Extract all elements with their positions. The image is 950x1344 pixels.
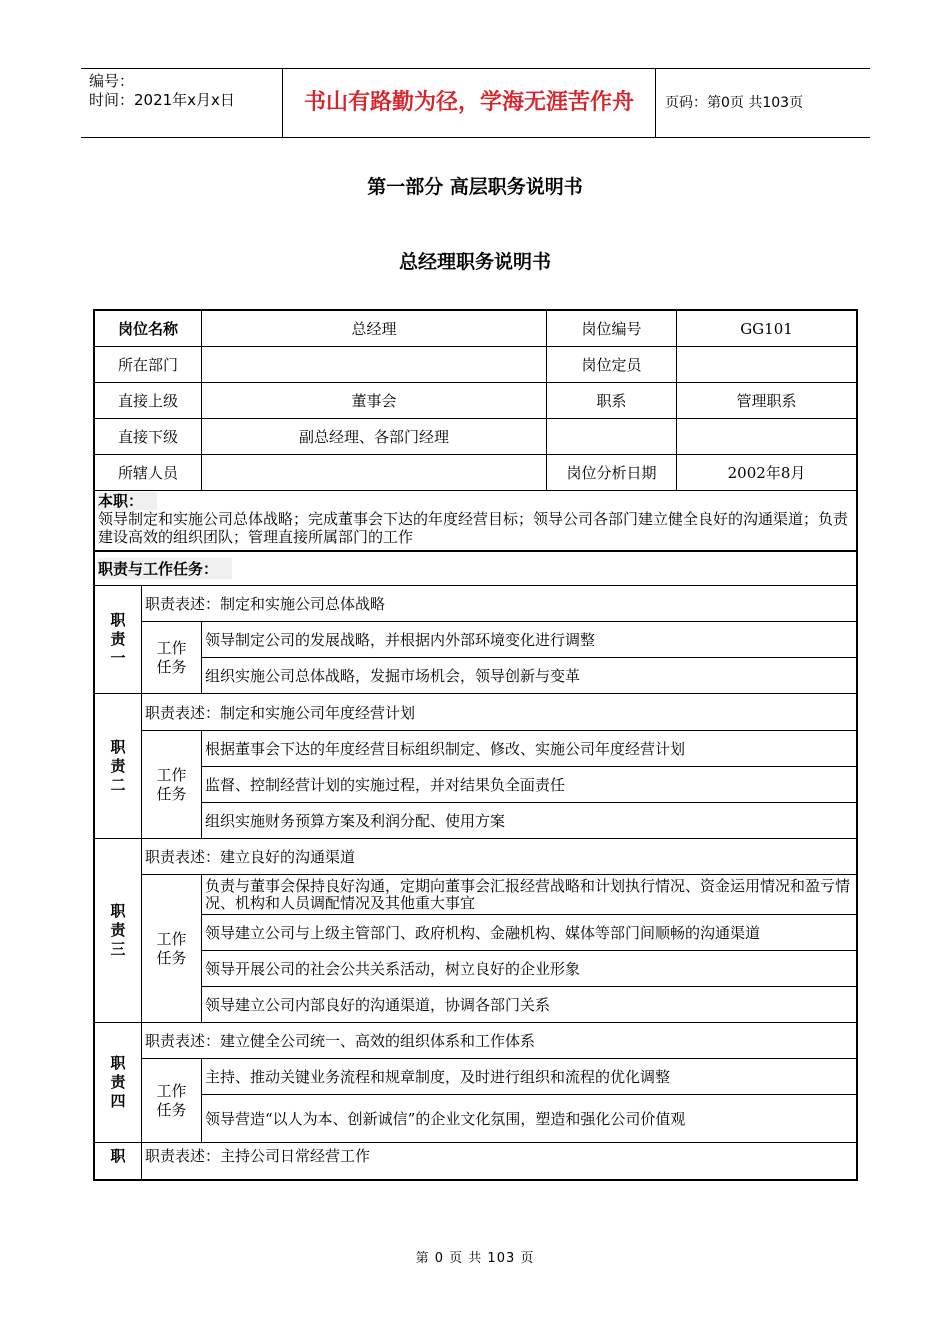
info-label: 所在部门 (95, 347, 202, 383)
task-item: 主持、推动关键业务流程和规章制度，及时进行组织和流程的优化调整 (202, 1059, 856, 1095)
page-header (81, 68, 870, 138)
duty-desc: 职责表述：制定和实施公司总体战略 (142, 586, 856, 622)
part-title: 第一部分 高层职务说明书 (367, 176, 583, 198)
info-value: 管理职系 (677, 383, 856, 419)
info-label: 职系 (547, 383, 677, 419)
duty-name-1: 职 责 一 (95, 586, 142, 694)
duty-desc: 职责表述：制定和实施公司年度经营计划 (142, 694, 856, 731)
info-value: 副总经理、各部门经理 (202, 419, 547, 455)
work-task-label: 工作 任务 (142, 1059, 202, 1143)
duty-name-4: 职 责 四 (95, 1023, 142, 1143)
info-value (202, 347, 547, 383)
task-item: 领导制定公司的发展战略，并根据内外部环境变化进行调整 (202, 622, 856, 658)
duty-summary-text: 领导制定和实施公司总体战略；完成董事会下达的年度经营目标；领导公司各部门建立健全良好的沟通渠道；负责建设高效的组织团队；管理直接所属部门的工作 (98, 510, 849, 546)
job-description-table (93, 309, 858, 1181)
info-value: 董事会 (202, 383, 547, 419)
task-item: 组织实施财务预算方案及利润分配、使用方案 (202, 803, 856, 839)
doc-title: 总经理职务说明书 (398, 251, 551, 273)
duty-name-5: 职 (95, 1143, 142, 1179)
task-item: 根据董事会下达的年度经营目标组织制定、修改、实施公司年度经营计划 (202, 731, 856, 767)
header-page-info: 页码：第0页 共103页 (665, 95, 804, 111)
info-label (547, 419, 677, 455)
info-label: 岗位名称 (95, 311, 202, 347)
info-label: 岗位定员 (547, 347, 677, 383)
time-label: 时间：2021年x月x日 (89, 91, 235, 109)
work-task-label: 工作 任务 (142, 875, 202, 1023)
info-label: 岗位分析日期 (547, 455, 677, 491)
page-footer: 第 0 页 共 103 页 (415, 1251, 535, 1266)
info-label: 岗位编号 (547, 311, 677, 347)
info-value (677, 419, 856, 455)
task-item: 领导营造“以人为本、创新诚信”的企业文化氛围，塑造和强化公司价值观 (202, 1095, 856, 1143)
header-divider (655, 69, 656, 137)
task-item: 领导建立公司与上级主管部门、政府机构、金融机构、媒体等部门间顺畅的沟通渠道 (202, 915, 856, 951)
duty-summary (95, 491, 856, 552)
header-meta (89, 72, 285, 110)
duty-summary-label: 本职： (98, 492, 157, 510)
task-item: 领导开展公司的社会公共关系活动，树立良好的企业形象 (202, 951, 856, 987)
work-task-label: 工作 任务 (142, 622, 202, 694)
duty-desc: 职责表述：主持公司日常经营工作 (145, 1147, 371, 1165)
duty-name-3: 职 责 三 (95, 839, 142, 1023)
info-value: 总经理 (202, 311, 547, 347)
duty-desc: 职责表述：建立良好的沟通渠道 (142, 839, 856, 875)
info-value (677, 347, 856, 383)
info-value: GG101 (677, 311, 856, 347)
task-item: 监督、控制经营计划的实施过程，并对结果负全面责任 (202, 767, 856, 803)
info-label: 直接上级 (95, 383, 202, 419)
tasks-section-label (95, 552, 856, 586)
work-task-label: 工作 任务 (142, 731, 202, 839)
header-motto: 书山有路勤为径，学海无涯苦作舟 (303, 90, 634, 115)
info-label: 直接下级 (95, 419, 202, 455)
task-item: 负责与董事会保持良好沟通，定期向董事会汇报经营战略和计划执行情况、资金运用情况和盈亏情况、机构和人员调配情况及其他重大事宜 (202, 875, 856, 915)
info-value (202, 455, 547, 491)
task-item: 领导建立公司内部良好的沟通渠道，协调各部门关系 (202, 987, 856, 1023)
duty-name-2: 职 责 二 (95, 694, 142, 839)
info-label: 所辖人员 (95, 455, 202, 491)
task-item: 组织实施公司总体战略，发掘市场机会，领导创新与变革 (202, 658, 856, 694)
duty-desc: 职责表述：建立健全公司统一、高效的组织体系和工作体系 (142, 1023, 856, 1059)
code-label: 编号： (89, 72, 135, 90)
tasks-label: 职责与工作任务： (98, 558, 232, 579)
info-value: 2002年8月 (677, 455, 856, 491)
